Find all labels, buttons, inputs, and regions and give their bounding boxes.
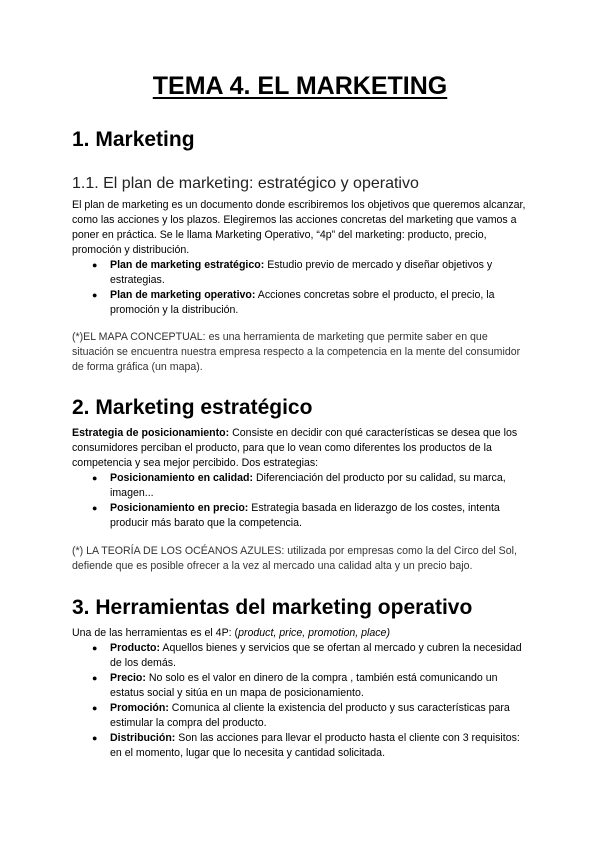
bullet-icon: ●: [92, 290, 98, 300]
section-2-bullet-list: [72, 471, 532, 531]
section-1-intro: El plan de marketing es un documento donde escribiremos los objetivos que queremos alcanzar, como las acciones y los plazos. Elegiremos las acciones concretas del marketing que vamos a poner en práctica. Se le llama Marketing Operativo, “4p” del marketing: producto, precio, promoción y distribución.: [72, 199, 526, 256]
bullet-text: Aquellos bienes y servicios que se ofertan al mercado y cubren la necesidad de los demás.: [110, 642, 522, 669]
list-item: [92, 471, 532, 501]
bullet-text: Comunica al cliente la existencia del producto y sus características para estimular la compra del producto.: [110, 702, 510, 729]
section-2-body: [72, 426, 532, 531]
intro-term: Estrategia de posicionamiento:: [72, 427, 230, 439]
bullet-icon: ●: [92, 260, 98, 270]
section-3-bullet-list: [72, 641, 532, 761]
section-1-body: [72, 198, 532, 318]
list-item: [92, 671, 532, 701]
bullet-term: Promoción:: [110, 702, 169, 714]
bullet-text: Son las acciones para llevar el producto hasta el cliente con 3 requisitos: en el momento, lugar que lo necesita y cantidad solicitada.: [110, 732, 520, 759]
section-2-intro: [72, 426, 532, 471]
bullet-icon: ●: [92, 673, 98, 683]
intro-italic: product, price, promotion, place): [238, 627, 390, 639]
list-item: [92, 258, 532, 288]
section-3-heading: 3. Herramientas del marketing operativo: [72, 596, 473, 619]
section-3-intro: [72, 626, 532, 641]
bullet-text: Diferenciación del producto por su calidad, su marca, imagen...: [110, 472, 506, 499]
bullet-icon: ●: [92, 733, 98, 743]
bullet-term: Posicionamiento en calidad:: [110, 472, 254, 484]
bullet-icon: ●: [92, 703, 98, 713]
bullet-term: Posicionamiento en precio:: [110, 502, 249, 514]
section-3-body: [72, 626, 532, 761]
bullet-icon: ●: [92, 473, 98, 483]
section-2-heading: 2. Marketing estratégico: [72, 396, 313, 419]
bullet-term: Plan de marketing operativo:: [110, 289, 256, 301]
bullet-text: No solo es el valor en dinero de la compra , también está comunicando un estatus social y sitúa en un mapa de posicionamiento.: [110, 672, 498, 699]
section-1-heading: 1. Marketing: [72, 128, 195, 151]
section-1-bullet-list: [72, 258, 532, 318]
section-1-1-subheading: 1.1. El plan de marketing: estratégico y operativo: [72, 175, 419, 192]
bullet-term: Plan de marketing estratégico:: [110, 259, 265, 271]
bullet-term: Producto:: [110, 642, 161, 654]
section-2-note: (*) LA TEORÍA DE LOS OCÉANOS AZULES: utilizada por empresas como la del Circo del Sol, defiende que es posible ofrecer a la vez al mercado una calidad alta y un precio bajo.: [72, 545, 517, 572]
bullet-term: Precio:: [110, 672, 146, 684]
bullet-text: Acciones concretas sobre el producto, el precio, la promoción y la distribución.: [110, 289, 495, 316]
intro-text: Una de las herramientas es el 4P: (: [72, 627, 239, 639]
list-item: [92, 641, 532, 671]
list-item: [92, 288, 532, 318]
document-title: TEMA 4. EL MARKETING: [152, 72, 448, 100]
list-item: [92, 501, 532, 531]
intro-text: Consiste en decidir con qué características se desea que los consumidores perciban el producto, para que lo vean como diferentes los productos de la competencia y sea mejor percibido. Dos estrategias:: [72, 427, 518, 469]
bullet-text: Estrategia basada en liderazgo de los costes, intenta producir más barato que la competencia.: [110, 502, 500, 529]
bullet-icon: ●: [92, 643, 98, 653]
list-item: [92, 731, 532, 761]
bullet-term: Distribución:: [110, 732, 176, 744]
bullet-icon: ●: [92, 503, 98, 513]
bullet-text: Estudio previo de mercado y diseñar objetivos y estrategias.: [110, 259, 493, 286]
list-item: [92, 701, 532, 731]
section-1-note: (*)EL MAPA CONCEPTUAL: es una herramienta de marketing que permite saber en que situación se encuentra nuestra empresa respecto a la competencia en la mente del consumidor de forma gráfica (un mapa).: [72, 331, 521, 373]
